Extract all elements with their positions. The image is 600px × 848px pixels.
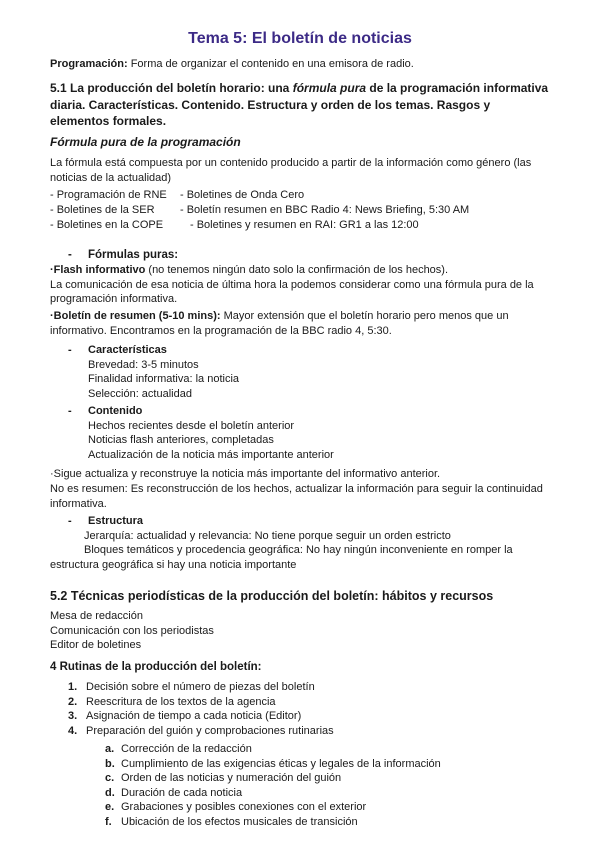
estructura-continuation: estructura geográfica si hay una noticia importante [50,559,297,571]
formula-text: La fórmula está compuesta por un contenido producido a partir de la información como género (las noticias de la actualidad) [50,157,532,184]
list-text: Reescritura de los textos de la agencia [86,695,276,708]
dash-bullet: - [68,249,72,261]
list-item: Noticias flash anteriores, completadas [88,434,274,447]
list-item [68,680,568,695]
estructura-label: Estructura [88,515,144,527]
resumen-paragraph [50,309,550,338]
boletin-left: - Boletines de la SER [50,204,155,216]
list-text: Ubicación de los efectos musicales de transición [121,815,358,828]
list-number: 4. [68,724,78,737]
boletin-row [50,188,550,203]
formulas-puras-heading [68,248,568,263]
programacion-line [50,57,550,72]
list-number: 2. [68,695,78,708]
list-number: 3. [68,710,78,723]
list-item [105,786,600,801]
list-item [105,742,600,757]
list-item [105,771,600,786]
flash-label: ·Flash informativo [50,264,146,276]
caracteristicas-list [68,343,568,401]
section-5-2-heading: 5.2 Técnicas periodísticas de la producción del boletín: hábitos y recursos [50,589,494,603]
formula-heading: Fórmula pura de la programación [50,135,241,149]
list-letter: c. [105,772,115,785]
list-letter: e. [105,801,115,814]
list-number: 1. [68,681,78,693]
list-text: Grabaciones y posibles conexiones con el exterior [121,801,367,814]
flash-text2: La comunicación de esa noticia de última hora la podemos considerar como una fórmula pura de la programación informativa. [50,278,534,306]
list-item [68,724,568,739]
rutinas-sublist [105,742,600,830]
list-item [68,709,568,724]
list-text: Orden de las noticias y numeración del guión [121,772,342,785]
list-item: Brevedad: 3-5 minutos [88,358,199,371]
list-text: Decisión sobre el número de piezas del boletín [86,681,315,693]
list-item [105,757,600,772]
recursos-list [50,609,550,653]
list-item [105,800,600,815]
programacion-label: Programación: [50,58,128,70]
list-text: Corrección de la redacción [121,743,252,755]
s51-em: fórmula pura [292,81,367,95]
list-item: Comunicación con los periodistas [50,624,214,637]
list-item: Selección: actualidad [88,387,192,400]
list-text: Cumplimiento de las exigencias éticas y legales de la información [121,757,441,770]
list-text: Preparación del guión y comprobaciones rutinarias [86,724,334,737]
resumen-label: ·Boletín de resumen (5-10 mins): [50,310,221,322]
list-item: Actualización de la noticia más importante anterior [88,448,334,461]
formulas-puras-label: Fórmulas puras: [88,249,179,261]
page-title: Tema 5: El boletín de noticias [188,30,412,47]
list-item: Mesa de redacción [50,610,143,622]
dash-bullet: - [68,344,72,356]
list-item: Bloques temáticos y procedencia geográfica: No hay ningún inconveniente en romper la [84,544,513,557]
list-text: Duración de cada noticia [121,786,243,799]
list-letter: b. [105,757,115,770]
list-item: Jerarquía: actualidad y relevancia: No tiene porque seguir un orden estricto [84,529,451,542]
list-text: Asignación de tiempo a cada noticia (Editor) [86,710,302,723]
boletin-right: - Boletines y resumen en RAI: GR1 a las 12:00 [190,219,419,231]
s51-pre: 5.1 La producción del boletín horario: una [50,81,293,95]
estructura-list [68,514,568,558]
list-letter: d. [105,786,115,799]
list-item: Editor de boletines [50,639,142,652]
list-item: Finalidad informativa: la noticia [88,373,240,386]
rutinas-list [68,680,568,738]
section-5-1-heading [50,80,550,130]
flash-text: (no tenemos ningún dato solo la confirmación de los hechos). [145,264,449,276]
boletin-right: - Boletín resumen en BBC Radio 4: News Briefing, 5:30 AM [180,204,470,216]
dash-bullet: - [68,405,72,417]
caracteristicas-label: Características [88,344,167,356]
list-letter: a. [105,743,115,755]
no-resumen-text: No es resumen: Es reconstrucción de los hechos, actualizar la información para seguir la continuidad informativa. [50,483,543,510]
list-item [68,695,568,710]
list-letter: f. [105,815,112,828]
s51-post: de la programación informativa diaria. Características. Contenido. Estructura y orden de los temas. Rasgos y elementos formales. [50,81,549,128]
dash-bullet: - [68,515,72,527]
boletin-row [50,203,550,218]
flash-paragraph [50,263,550,307]
programacion-text: Forma de organizar el contenido en una emisora de radio. [130,58,414,70]
boletin-right: - Boletines de Onda Cero [180,189,305,201]
rutinas-heading: 4 Rutinas de la producción del boletín: [50,661,262,673]
contenido-label: Contenido [88,405,143,417]
boletin-row [50,218,550,233]
boletin-left: - Boletines en la COPE [50,219,164,231]
list-item [105,815,600,830]
sigue-text: ·Sigue actualiza y reconstruye la noticia más importante del informativo anterior. [50,468,441,480]
resumen-text: Mayor extensión que el boletín horario pero menos que un informativo. Encontramos en la programación de la BBC radio 4, 5:30. [50,310,509,337]
contenido-list [68,404,568,462]
list-item: Hechos recientes desde el boletín anterior [88,419,295,432]
boletin-left: - Programación de RNE [50,189,167,201]
